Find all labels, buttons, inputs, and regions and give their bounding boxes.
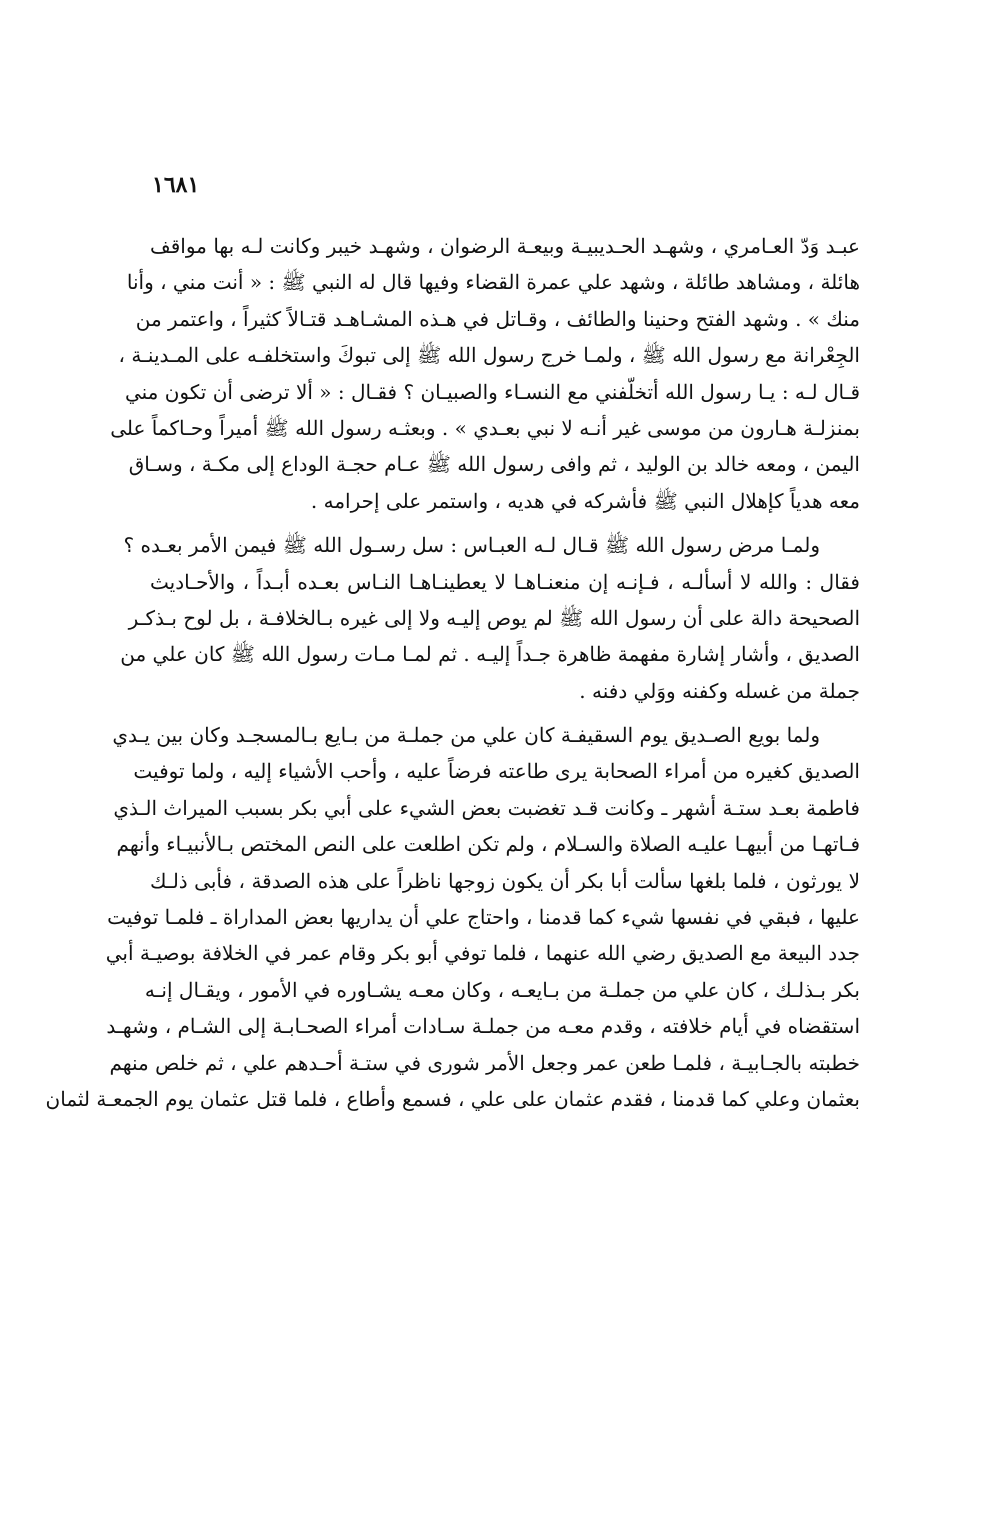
text-line: اليمن ، ومعه خالد بن الوليد ، ثم وافى رسول الله ﷺ عـام حجـة الوداع إلى مكـة ، وسـاق bbox=[128, 452, 860, 477]
text-line: فقال : والله لا أسألـه ، فـإنـه إن منعنـاهـا لا يعطينـاهـا النـاس بعـده أبـداً ، والأحـاديث bbox=[150, 569, 860, 594]
text-line: بمنزلـة هـارون من موسى غير أنـه لا نبي بعـدي » . وبعثـه رسول الله ﷺ أميراً وحـاكماً على bbox=[110, 415, 860, 440]
text-line: بعثمان وعلي كما قدمنا ، فقدم عثمان على علي ، فسمع وأطاع ، فلما قتل عثمان يوم الجمعـة لثمان bbox=[45, 1086, 860, 1111]
text-line: فاطمة بعـد ستـة أشهر ـ وكانت قـد تغضبت بعض الشيء على أبي بكر بسبب الميراث الـذي bbox=[113, 795, 860, 820]
text-line: الصديق ، وأشار إشارة مفهمة ظاهرة جـداً إليـه . ثم لمـا مـات رسول الله ﷺ كان علي من bbox=[120, 642, 860, 667]
text-line: بكر بـذلـك ، كان علي من جملـة من بـايعـه ، وكان معـه يشـاوره في الأمور ، ويقـال إنـه bbox=[144, 977, 860, 1002]
text-line: الصحيحة دالة على أن رسول الله ﷺ لم يوص إليـه ولا إلى غيره بـالخلافـة ، بل لوح بـذكـر bbox=[128, 605, 860, 630]
paragraph-2 bbox=[120, 527, 860, 709]
text-line: فـاتهـا من أبيهـا عليـه الصلاة والسـلام ، ولم تكن اطلعت على النص المختص بـالأنبيـاء وأنهم bbox=[116, 832, 860, 857]
text-line: ولمـا مرض رسول الله ﷺ قـال لـه العبـاس : سل رسـول الله ﷺ فيمن الأمر بعـده ؟ bbox=[123, 533, 820, 558]
text-line: ولما بويع الصـديق يوم السقيفـة كان علي من جملـة من بـايع بـالمسجـد وكان بين يـدي bbox=[112, 723, 820, 748]
text-line: الصديق كغيره من أمراء الصحابة يرى طاعته فرضاً عليه ، وأحب الأشياء إليه ، ولما توفيت bbox=[133, 759, 860, 784]
body-text bbox=[45, 228, 860, 1125]
text-line: عليها ، فبقي في نفسها شيء كما قدمنا ، واحتاج علي أن يداريها بعض المداراة ـ فلمـا توفيت bbox=[107, 905, 860, 930]
text-line: جدد البيعة مع الصديق رضي الله عنهما ، فلما توفي أبو بكر وقام عمر في الخلافة بوصيـة أبي bbox=[105, 941, 860, 966]
page-number: ١٦٨١ bbox=[152, 172, 200, 198]
paragraph-1 bbox=[110, 228, 860, 519]
text-line: هائلة ، ومشاهد طائلة ، وشهد علي عمرة القضاء وفيها قال له النبي ﷺ : « أنت مني ، وأنا bbox=[126, 270, 860, 295]
text-line: جملة من غسله وكفنه ووَلي دفنه . bbox=[579, 678, 860, 703]
text-line: منك » . وشهد الفتح وحنينا والطائف ، وقـاتل في هـذه المشـاهـد قتـالاً كثيراً ، واعتمر من bbox=[135, 306, 860, 331]
paragraph-3 bbox=[45, 717, 860, 1117]
text-line: خطبته بالجـابيـة ، فلمـا طعن عمر وجعل الأمر شورى في ستـة أحـدهم علي ، ثم خلص منهم bbox=[109, 1050, 860, 1075]
text-line: معه هدياً كإهلال النبي ﷺ فأشركه في هديه ، واستمر على إحرامه . bbox=[310, 488, 860, 513]
text-line: الجِعْرانة مع رسول الله ﷺ ، ولمـا خرج رسول الله ﷺ إلى تبوكَ واستخلفـه على المـدينـة ، bbox=[118, 343, 860, 368]
text-line: عبـد وَدّ العـامري ، وشهـد الحـديبيـة وبيعـة الرضوان ، وشهـد خيبر وكانت لـه بها مواقف bbox=[150, 234, 860, 258]
text-line: لا يورثون ، فلما بلغها سألت أبا بكر أن يكون زوجها ناظراً على هذه الصدقة ، فأبى ذلـك bbox=[150, 868, 860, 893]
text-line: قـال لـه : يـا رسول الله أتخلّفني مع النسـاء والصبيـان ؟ فقـال : « ألا ترضى أن تكون مني bbox=[124, 379, 860, 404]
text-line: استقضاه في أيام خلافته ، وقدم معـه من جملـة سـادات أمراء الصحـابـة إلى الشـام ، وشهـد bbox=[106, 1014, 860, 1039]
